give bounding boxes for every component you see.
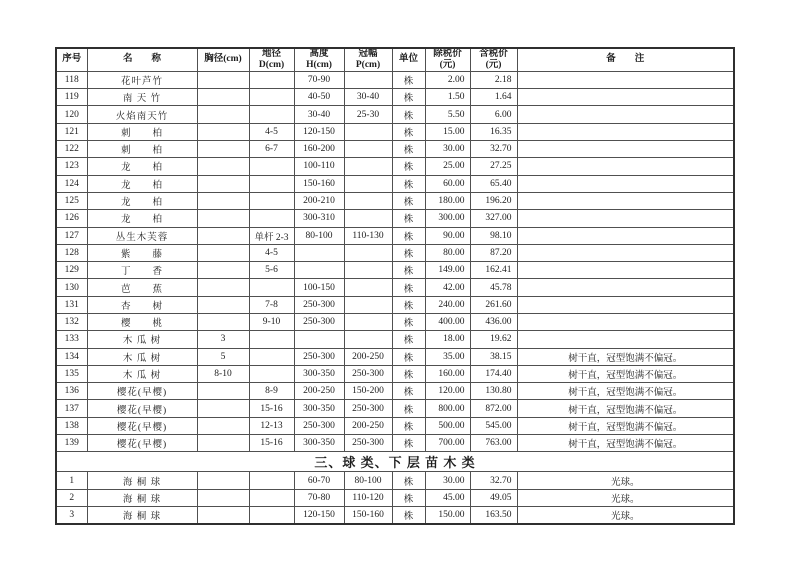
table-row bbox=[56, 71, 734, 88]
cell-serial-no: 127 bbox=[56, 227, 87, 244]
cell-serial-no: 136 bbox=[56, 383, 87, 400]
cell-unit: 株 bbox=[392, 106, 425, 123]
cell-remark: 光球。 bbox=[517, 489, 734, 506]
cell-crown-width: 250-300 bbox=[344, 400, 392, 417]
cell-ground-diameter: 9-10 bbox=[249, 314, 294, 331]
cell-unit: 株 bbox=[392, 472, 425, 489]
cell-plant-name: 花叶芦竹 bbox=[87, 71, 197, 88]
cell-price-excl-tax: 240.00 bbox=[425, 296, 470, 313]
cell-crown-width bbox=[344, 141, 392, 158]
cell-unit: 株 bbox=[392, 175, 425, 192]
cell-remark: 树干直，冠型饱满不偏冠。 bbox=[517, 417, 734, 434]
cell-remark bbox=[517, 175, 734, 192]
cell-plant-name: 丛生木芙蓉 bbox=[87, 227, 197, 244]
table-row bbox=[56, 192, 734, 209]
col-header-height: 高度 H(cm) bbox=[294, 48, 344, 71]
cell-crown-width: 25-30 bbox=[344, 106, 392, 123]
cell-plant-name: 木 瓜 树 bbox=[87, 331, 197, 348]
cell-plant-name: 樱花(早樱) bbox=[87, 435, 197, 452]
cell-ground-diameter: 15-16 bbox=[249, 435, 294, 452]
cell-plant-name: 樱花(早樱) bbox=[87, 417, 197, 434]
cell-price-incl-tax: 32.70 bbox=[470, 141, 517, 158]
cell-remark bbox=[517, 227, 734, 244]
cell-price-incl-tax: 196.20 bbox=[470, 192, 517, 209]
cell-unit: 株 bbox=[392, 331, 425, 348]
cell-dbh bbox=[197, 89, 249, 106]
cell-crown-width: 150-200 bbox=[344, 383, 392, 400]
table-row bbox=[56, 489, 734, 506]
cell-dbh bbox=[197, 262, 249, 279]
cell-ground-diameter bbox=[249, 71, 294, 88]
table-row bbox=[56, 400, 734, 417]
cell-price-excl-tax: 800.00 bbox=[425, 400, 470, 417]
cell-dbh bbox=[197, 210, 249, 227]
cell-price-excl-tax: 25.00 bbox=[425, 158, 470, 175]
cell-price-excl-tax: 700.00 bbox=[425, 435, 470, 452]
cell-price-excl-tax: 1.50 bbox=[425, 89, 470, 106]
cell-height: 250-300 bbox=[294, 348, 344, 365]
cell-serial-no: 123 bbox=[56, 158, 87, 175]
cell-serial-no: 130 bbox=[56, 279, 87, 296]
cell-serial-no: 138 bbox=[56, 417, 87, 434]
cell-remark bbox=[517, 71, 734, 88]
cell-price-excl-tax: 45.00 bbox=[425, 489, 470, 506]
cell-unit: 株 bbox=[392, 489, 425, 506]
cell-plant-name: 樱花(早樱) bbox=[87, 383, 197, 400]
cell-price-incl-tax: 45.78 bbox=[470, 279, 517, 296]
cell-crown-width bbox=[344, 279, 392, 296]
cell-price-excl-tax: 5.50 bbox=[425, 106, 470, 123]
table-row bbox=[56, 383, 734, 400]
cell-serial-no: 3 bbox=[56, 506, 87, 523]
cell-price-incl-tax: 6.00 bbox=[470, 106, 517, 123]
cell-ground-diameter bbox=[249, 89, 294, 106]
col-header-price-excl-tax: 除税价 (元) bbox=[425, 48, 470, 71]
table-row bbox=[56, 210, 734, 227]
cell-unit: 株 bbox=[392, 348, 425, 365]
cell-serial-no: 1 bbox=[56, 472, 87, 489]
cell-price-excl-tax: 15.00 bbox=[425, 123, 470, 140]
cell-price-incl-tax: 2.18 bbox=[470, 71, 517, 88]
cell-plant-name: 龙 柏 bbox=[87, 175, 197, 192]
table-row bbox=[56, 244, 734, 261]
cell-dbh bbox=[197, 506, 249, 523]
cell-serial-no: 122 bbox=[56, 141, 87, 158]
cell-unit: 株 bbox=[392, 192, 425, 209]
cell-height: 200-250 bbox=[294, 383, 344, 400]
cell-height: 250-300 bbox=[294, 417, 344, 434]
cell-dbh bbox=[197, 314, 249, 331]
cell-height: 60-70 bbox=[294, 472, 344, 489]
table-row bbox=[56, 417, 734, 434]
cell-ground-diameter bbox=[249, 106, 294, 123]
cell-dbh bbox=[197, 417, 249, 434]
cell-remark: 树干直，冠型饱满不偏冠。 bbox=[517, 365, 734, 382]
cell-plant-name: 木 瓜 树 bbox=[87, 348, 197, 365]
cell-crown-width bbox=[344, 244, 392, 261]
table-row bbox=[56, 472, 734, 489]
cell-price-incl-tax: 49.05 bbox=[470, 489, 517, 506]
cell-height: 100-150 bbox=[294, 279, 344, 296]
cell-serial-no: 132 bbox=[56, 314, 87, 331]
cell-dbh bbox=[197, 158, 249, 175]
cell-price-incl-tax: 87.20 bbox=[470, 244, 517, 261]
cell-price-incl-tax: 436.00 bbox=[470, 314, 517, 331]
cell-serial-no: 135 bbox=[56, 365, 87, 382]
cell-price-incl-tax: 763.00 bbox=[470, 435, 517, 452]
cell-crown-width bbox=[344, 262, 392, 279]
cell-ground-diameter bbox=[249, 331, 294, 348]
cell-plant-name: 龙 柏 bbox=[87, 192, 197, 209]
cell-unit: 株 bbox=[392, 158, 425, 175]
cell-height: 120-150 bbox=[294, 123, 344, 140]
table-row bbox=[56, 279, 734, 296]
cell-unit: 株 bbox=[392, 296, 425, 313]
cell-ground-diameter bbox=[249, 175, 294, 192]
cell-crown-width: 250-300 bbox=[344, 365, 392, 382]
cell-serial-no: 126 bbox=[56, 210, 87, 227]
cell-height: 160-200 bbox=[294, 141, 344, 158]
cell-plant-name: 南 天 竹 bbox=[87, 89, 197, 106]
cell-height bbox=[294, 244, 344, 261]
cell-price-excl-tax: 2.00 bbox=[425, 71, 470, 88]
cell-height: 250-300 bbox=[294, 296, 344, 313]
cell-ground-diameter: 4-5 bbox=[249, 123, 294, 140]
table-row bbox=[56, 158, 734, 175]
section-title-row bbox=[56, 452, 734, 472]
cell-height: 30-40 bbox=[294, 106, 344, 123]
cell-unit: 株 bbox=[392, 435, 425, 452]
col-header-plant-name: 名 称 bbox=[87, 48, 197, 71]
cell-remark bbox=[517, 158, 734, 175]
cell-ground-diameter bbox=[249, 365, 294, 382]
cell-remark bbox=[517, 210, 734, 227]
cell-serial-no: 139 bbox=[56, 435, 87, 452]
col-header-crown-width: 冠幅 P(cm) bbox=[344, 48, 392, 71]
cell-remark bbox=[517, 141, 734, 158]
cell-unit: 株 bbox=[392, 400, 425, 417]
cell-unit: 株 bbox=[392, 365, 425, 382]
cell-price-excl-tax: 149.00 bbox=[425, 262, 470, 279]
cell-plant-name: 丁 香 bbox=[87, 262, 197, 279]
cell-serial-no: 125 bbox=[56, 192, 87, 209]
cell-ground-diameter: 4-5 bbox=[249, 244, 294, 261]
cell-height: 70-90 bbox=[294, 71, 344, 88]
cell-plant-name: 火焰南天竹 bbox=[87, 106, 197, 123]
cell-plant-name: 刺 柏 bbox=[87, 123, 197, 140]
cell-remark bbox=[517, 123, 734, 140]
cell-height: 200-210 bbox=[294, 192, 344, 209]
cell-remark: 树干直，冠型饱满不偏冠。 bbox=[517, 400, 734, 417]
cell-remark bbox=[517, 314, 734, 331]
cell-serial-no: 121 bbox=[56, 123, 87, 140]
cell-dbh bbox=[197, 192, 249, 209]
cell-crown-width bbox=[344, 192, 392, 209]
cell-serial-no: 131 bbox=[56, 296, 87, 313]
cell-dbh bbox=[197, 71, 249, 88]
cell-serial-no: 137 bbox=[56, 400, 87, 417]
cell-dbh bbox=[197, 400, 249, 417]
cell-plant-name: 紫 藤 bbox=[87, 244, 197, 261]
cell-unit: 株 bbox=[392, 506, 425, 523]
cell-price-excl-tax: 18.00 bbox=[425, 331, 470, 348]
cell-unit: 株 bbox=[392, 123, 425, 140]
cell-height: 300-350 bbox=[294, 400, 344, 417]
cell-ground-diameter bbox=[249, 192, 294, 209]
cell-price-excl-tax: 42.00 bbox=[425, 279, 470, 296]
cell-ground-diameter bbox=[249, 489, 294, 506]
cell-height: 100-110 bbox=[294, 158, 344, 175]
table-row bbox=[56, 506, 734, 523]
table-row bbox=[56, 331, 734, 348]
cell-price-excl-tax: 90.00 bbox=[425, 227, 470, 244]
cell-plant-name: 木 瓜 树 bbox=[87, 365, 197, 382]
cell-height: 120-150 bbox=[294, 506, 344, 523]
cell-remark bbox=[517, 89, 734, 106]
cell-serial-no: 119 bbox=[56, 89, 87, 106]
table-row bbox=[56, 175, 734, 192]
cell-serial-no: 118 bbox=[56, 71, 87, 88]
cell-remark bbox=[517, 279, 734, 296]
cell-remark bbox=[517, 331, 734, 348]
cell-dbh: 8-10 bbox=[197, 365, 249, 382]
cell-price-incl-tax: 65.40 bbox=[470, 175, 517, 192]
cell-ground-diameter: 12-13 bbox=[249, 417, 294, 434]
col-header-dbh: 胸径(cm) bbox=[197, 48, 249, 71]
cell-unit: 株 bbox=[392, 244, 425, 261]
cell-plant-name: 芭 蕉 bbox=[87, 279, 197, 296]
cell-unit: 株 bbox=[392, 262, 425, 279]
cell-price-incl-tax: 27.25 bbox=[470, 158, 517, 175]
cell-ground-diameter bbox=[249, 158, 294, 175]
cell-dbh: 5 bbox=[197, 348, 249, 365]
cell-price-incl-tax: 162.41 bbox=[470, 262, 517, 279]
cell-plant-name: 刺 柏 bbox=[87, 141, 197, 158]
cell-ground-diameter: 8-9 bbox=[249, 383, 294, 400]
cell-ground-diameter bbox=[249, 279, 294, 296]
cell-ground-diameter bbox=[249, 210, 294, 227]
cell-price-incl-tax: 872.00 bbox=[470, 400, 517, 417]
cell-height bbox=[294, 262, 344, 279]
cell-crown-width bbox=[344, 175, 392, 192]
cell-remark: 树干直，冠型饱满不偏冠。 bbox=[517, 435, 734, 452]
table-row bbox=[56, 123, 734, 140]
cell-price-excl-tax: 150.00 bbox=[425, 506, 470, 523]
cell-height: 300-350 bbox=[294, 365, 344, 382]
cell-dbh bbox=[197, 279, 249, 296]
col-header-remark: 备 注 bbox=[517, 48, 734, 71]
cell-crown-width bbox=[344, 158, 392, 175]
table-row bbox=[56, 262, 734, 279]
cell-height: 150-160 bbox=[294, 175, 344, 192]
table-header bbox=[56, 48, 734, 71]
cell-price-incl-tax: 261.60 bbox=[470, 296, 517, 313]
cell-plant-name: 樱花(早樱) bbox=[87, 400, 197, 417]
cell-height: 80-100 bbox=[294, 227, 344, 244]
cell-remark bbox=[517, 192, 734, 209]
cell-remark: 树干直，冠型饱满不偏冠。 bbox=[517, 383, 734, 400]
cell-serial-no: 129 bbox=[56, 262, 87, 279]
cell-height: 40-50 bbox=[294, 89, 344, 106]
cell-crown-width bbox=[344, 331, 392, 348]
table-row bbox=[56, 296, 734, 313]
col-header-ground-diameter: 地径 D(cm) bbox=[249, 48, 294, 71]
cell-ground-diameter bbox=[249, 472, 294, 489]
cell-remark: 树干直，冠型饱满不偏冠。 bbox=[517, 348, 734, 365]
cell-unit: 株 bbox=[392, 314, 425, 331]
cell-unit: 株 bbox=[392, 210, 425, 227]
cell-unit: 株 bbox=[392, 227, 425, 244]
cell-dbh bbox=[197, 227, 249, 244]
cell-dbh: 3 bbox=[197, 331, 249, 348]
cell-crown-width: 250-300 bbox=[344, 435, 392, 452]
cell-dbh bbox=[197, 383, 249, 400]
table-row bbox=[56, 348, 734, 365]
table-body bbox=[56, 71, 734, 523]
cell-price-excl-tax: 35.00 bbox=[425, 348, 470, 365]
cell-remark: 光球。 bbox=[517, 472, 734, 489]
cell-price-excl-tax: 400.00 bbox=[425, 314, 470, 331]
cell-price-excl-tax: 80.00 bbox=[425, 244, 470, 261]
cell-price-excl-tax: 30.00 bbox=[425, 141, 470, 158]
cell-height: 250-300 bbox=[294, 314, 344, 331]
cell-remark bbox=[517, 296, 734, 313]
cell-dbh bbox=[197, 141, 249, 158]
cell-crown-width: 110-120 bbox=[344, 489, 392, 506]
table-row bbox=[56, 314, 734, 331]
cell-price-incl-tax: 163.50 bbox=[470, 506, 517, 523]
cell-crown-width: 30-40 bbox=[344, 89, 392, 106]
cell-unit: 株 bbox=[392, 141, 425, 158]
cell-serial-no: 124 bbox=[56, 175, 87, 192]
cell-dbh bbox=[197, 106, 249, 123]
col-header-unit: 单位 bbox=[392, 48, 425, 71]
cell-price-incl-tax: 174.40 bbox=[470, 365, 517, 382]
col-header-price-incl-tax: 含税价 (元) bbox=[470, 48, 517, 71]
cell-price-excl-tax: 30.00 bbox=[425, 472, 470, 489]
cell-price-incl-tax: 38.15 bbox=[470, 348, 517, 365]
cell-price-excl-tax: 300.00 bbox=[425, 210, 470, 227]
cell-price-excl-tax: 120.00 bbox=[425, 383, 470, 400]
table-row bbox=[56, 106, 734, 123]
cell-unit: 株 bbox=[392, 279, 425, 296]
cell-ground-diameter bbox=[249, 506, 294, 523]
cell-unit: 株 bbox=[392, 89, 425, 106]
cell-remark bbox=[517, 244, 734, 261]
cell-serial-no: 128 bbox=[56, 244, 87, 261]
cell-height bbox=[294, 331, 344, 348]
header-row bbox=[56, 48, 734, 71]
table-row bbox=[56, 89, 734, 106]
cell-crown-width: 110-130 bbox=[344, 227, 392, 244]
cell-price-incl-tax: 98.10 bbox=[470, 227, 517, 244]
cell-dbh bbox=[197, 489, 249, 506]
cell-crown-width: 80-100 bbox=[344, 472, 392, 489]
cell-plant-name: 龙 柏 bbox=[87, 158, 197, 175]
cell-dbh bbox=[197, 175, 249, 192]
cell-plant-name: 海 桐 球 bbox=[87, 472, 197, 489]
cell-price-incl-tax: 545.00 bbox=[470, 417, 517, 434]
cell-serial-no: 133 bbox=[56, 331, 87, 348]
cell-remark bbox=[517, 262, 734, 279]
cell-price-excl-tax: 160.00 bbox=[425, 365, 470, 382]
cell-ground-diameter: 单杆 2-3 bbox=[249, 227, 294, 244]
cell-price-excl-tax: 500.00 bbox=[425, 417, 470, 434]
cell-price-incl-tax: 16.35 bbox=[470, 123, 517, 140]
cell-crown-width bbox=[344, 296, 392, 313]
cell-serial-no: 134 bbox=[56, 348, 87, 365]
section-title: 三、球 类、下 层 苗 木 类 bbox=[56, 452, 734, 472]
cell-ground-diameter: 5-6 bbox=[249, 262, 294, 279]
cell-crown-width bbox=[344, 71, 392, 88]
table-row bbox=[56, 227, 734, 244]
plant-price-table bbox=[55, 47, 735, 525]
cell-price-incl-tax: 1.64 bbox=[470, 89, 517, 106]
table-row bbox=[56, 365, 734, 382]
cell-height: 300-350 bbox=[294, 435, 344, 452]
cell-remark bbox=[517, 106, 734, 123]
cell-plant-name: 海 桐 球 bbox=[87, 489, 197, 506]
cell-crown-width bbox=[344, 123, 392, 140]
cell-plant-name: 海 桐 球 bbox=[87, 506, 197, 523]
cell-dbh bbox=[197, 296, 249, 313]
cell-serial-no: 2 bbox=[56, 489, 87, 506]
cell-plant-name: 杏 树 bbox=[87, 296, 197, 313]
cell-remark: 光球。 bbox=[517, 506, 734, 523]
cell-unit: 株 bbox=[392, 383, 425, 400]
cell-ground-diameter bbox=[249, 348, 294, 365]
cell-height: 300-310 bbox=[294, 210, 344, 227]
cell-dbh bbox=[197, 123, 249, 140]
col-header-serial-no: 序号 bbox=[56, 48, 87, 71]
cell-crown-width: 200-250 bbox=[344, 348, 392, 365]
cell-price-excl-tax: 180.00 bbox=[425, 192, 470, 209]
cell-plant-name: 龙 柏 bbox=[87, 210, 197, 227]
cell-dbh bbox=[197, 435, 249, 452]
cell-unit: 株 bbox=[392, 71, 425, 88]
cell-price-incl-tax: 327.00 bbox=[470, 210, 517, 227]
cell-ground-diameter: 6-7 bbox=[249, 141, 294, 158]
table-row bbox=[56, 141, 734, 158]
cell-plant-name: 樱 桃 bbox=[87, 314, 197, 331]
cell-crown-width bbox=[344, 314, 392, 331]
cell-price-incl-tax: 19.62 bbox=[470, 331, 517, 348]
cell-height: 70-80 bbox=[294, 489, 344, 506]
cell-price-incl-tax: 130.80 bbox=[470, 383, 517, 400]
cell-dbh bbox=[197, 244, 249, 261]
table-row bbox=[56, 435, 734, 452]
cell-ground-diameter: 15-16 bbox=[249, 400, 294, 417]
cell-dbh bbox=[197, 472, 249, 489]
cell-crown-width: 150-160 bbox=[344, 506, 392, 523]
cell-unit: 株 bbox=[392, 417, 425, 434]
cell-ground-diameter: 7-8 bbox=[249, 296, 294, 313]
cell-serial-no: 120 bbox=[56, 106, 87, 123]
cell-price-incl-tax: 32.70 bbox=[470, 472, 517, 489]
cell-crown-width: 200-250 bbox=[344, 417, 392, 434]
cell-price-excl-tax: 60.00 bbox=[425, 175, 470, 192]
cell-crown-width bbox=[344, 210, 392, 227]
